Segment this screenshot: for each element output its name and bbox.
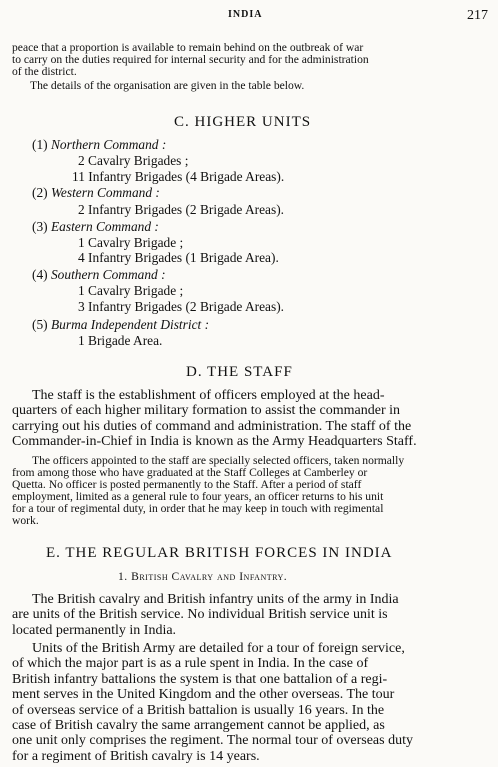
text-line: peace that a proportion is available to remain behind on the outbreak of war — [12, 41, 364, 54]
command-number: (3) — [32, 219, 48, 234]
text-line: Commander-in-Chief in India is known as the Army Headquarters Staff. — [12, 434, 417, 450]
text-line: The British cavalry and British infantry units of the army in India — [32, 592, 399, 607]
unit-line: 1 Brigade Area. — [78, 333, 163, 348]
text-line: are units of the British service. No individual British service unit is — [12, 607, 388, 623]
text-line: ment serves in the United Kingdom and the other overseas. The tour — [12, 687, 395, 703]
command-item — [32, 318, 209, 332]
unit-line: 2 Infantry Brigades (2 Brigade Areas). — [78, 202, 284, 217]
forces-paragraph — [12, 592, 488, 638]
command-name: Eastern Command : — [50, 219, 159, 234]
subsection-heading: 1. British Cavalry and Infantry. — [118, 570, 288, 583]
staff-note — [12, 455, 488, 527]
unit-line: 1 Cavalry Brigade ; — [78, 283, 184, 298]
text-line: Units of the British Army are detailed for a tour of foreign service, — [32, 641, 405, 656]
text-line: for a tour of regimental duty, in order that he may keep in touch with regimental — [12, 502, 384, 515]
staff-paragraph — [12, 388, 488, 450]
forces-paragraph — [12, 641, 488, 764]
command-number: (2) — [32, 185, 48, 200]
command-name: Burma Independent District : — [50, 317, 210, 332]
unit-line: 11 Infantry Brigades (4 Brigade Areas). — [72, 169, 285, 184]
text-line: from among those who have graduated at the Staff Colleges at Camberley or — [12, 466, 368, 479]
section-heading: E. THE REGULAR BRITISH FORCES IN INDIA — [46, 545, 393, 561]
command-item — [32, 220, 159, 234]
text-line: one unit only comprises the regiment. The normal tour of overseas duty — [12, 733, 413, 749]
text-line: The officers appointed to the staff are specially selected officers, taken normally — [32, 454, 405, 467]
command-number: (1) — [32, 137, 48, 152]
text-line: of which the major part is as a rule spent in India. In the case of — [12, 656, 369, 672]
text-line: case of British cavalry the same arrangement cannot be applied, as — [12, 718, 385, 734]
text-line: located permanently in India. — [12, 622, 177, 638]
text-line: Quetta. No officer is posted permanently to the Staff. After a period of staff — [12, 478, 362, 491]
intro-note: The details of the organisation are given in the table below. — [30, 79, 305, 92]
running-head: INDIA — [228, 9, 263, 20]
unit-line: 4 Infantry Brigades (1 Brigade Area). — [78, 250, 279, 265]
page-header — [0, 9, 498, 23]
text-line: to carry on the duties required for internal security and for the administration — [12, 53, 369, 66]
text-line: carrying out his duties of command and administration. The staff of the — [12, 418, 412, 434]
intro-paragraph — [12, 42, 488, 78]
unit-line: 3 Infantry Brigades (2 Brigade Areas). — [78, 299, 284, 314]
text-line: work. — [12, 514, 39, 527]
command-name: Northern Command : — [50, 137, 167, 152]
text-line: The staff is the establishment of officers employed at the head- — [32, 388, 385, 403]
command-item — [32, 268, 166, 282]
command-number: (5) — [32, 317, 48, 332]
text-line: quarters of each higher military formation to assist the commander in — [12, 403, 400, 419]
command-item — [32, 138, 166, 152]
text-line: for a regiment of British cavalry is 14 years. — [12, 748, 260, 764]
section-heading: C. HIGHER UNITS — [174, 114, 312, 130]
text-line: of overseas service of a British battalion is usually 16 years. In the — [12, 702, 385, 718]
text-line: employment, limited as a general rule to four years, an officer returns to his unit — [12, 490, 384, 503]
command-name: Southern Command : — [50, 267, 166, 282]
unit-line: 2 Cavalry Brigades ; — [78, 153, 189, 168]
section-heading: D. THE STAFF — [186, 364, 293, 380]
command-name: Western Command : — [50, 185, 160, 200]
unit-line: 1 Cavalry Brigade ; — [78, 235, 184, 250]
command-item — [32, 186, 160, 200]
page-number: 217 — [467, 8, 488, 23]
text-line: of the district. — [12, 65, 77, 78]
text-line: British infantry battalions the system is that one battalion of a regi- — [12, 671, 388, 687]
command-number: (4) — [32, 267, 48, 282]
